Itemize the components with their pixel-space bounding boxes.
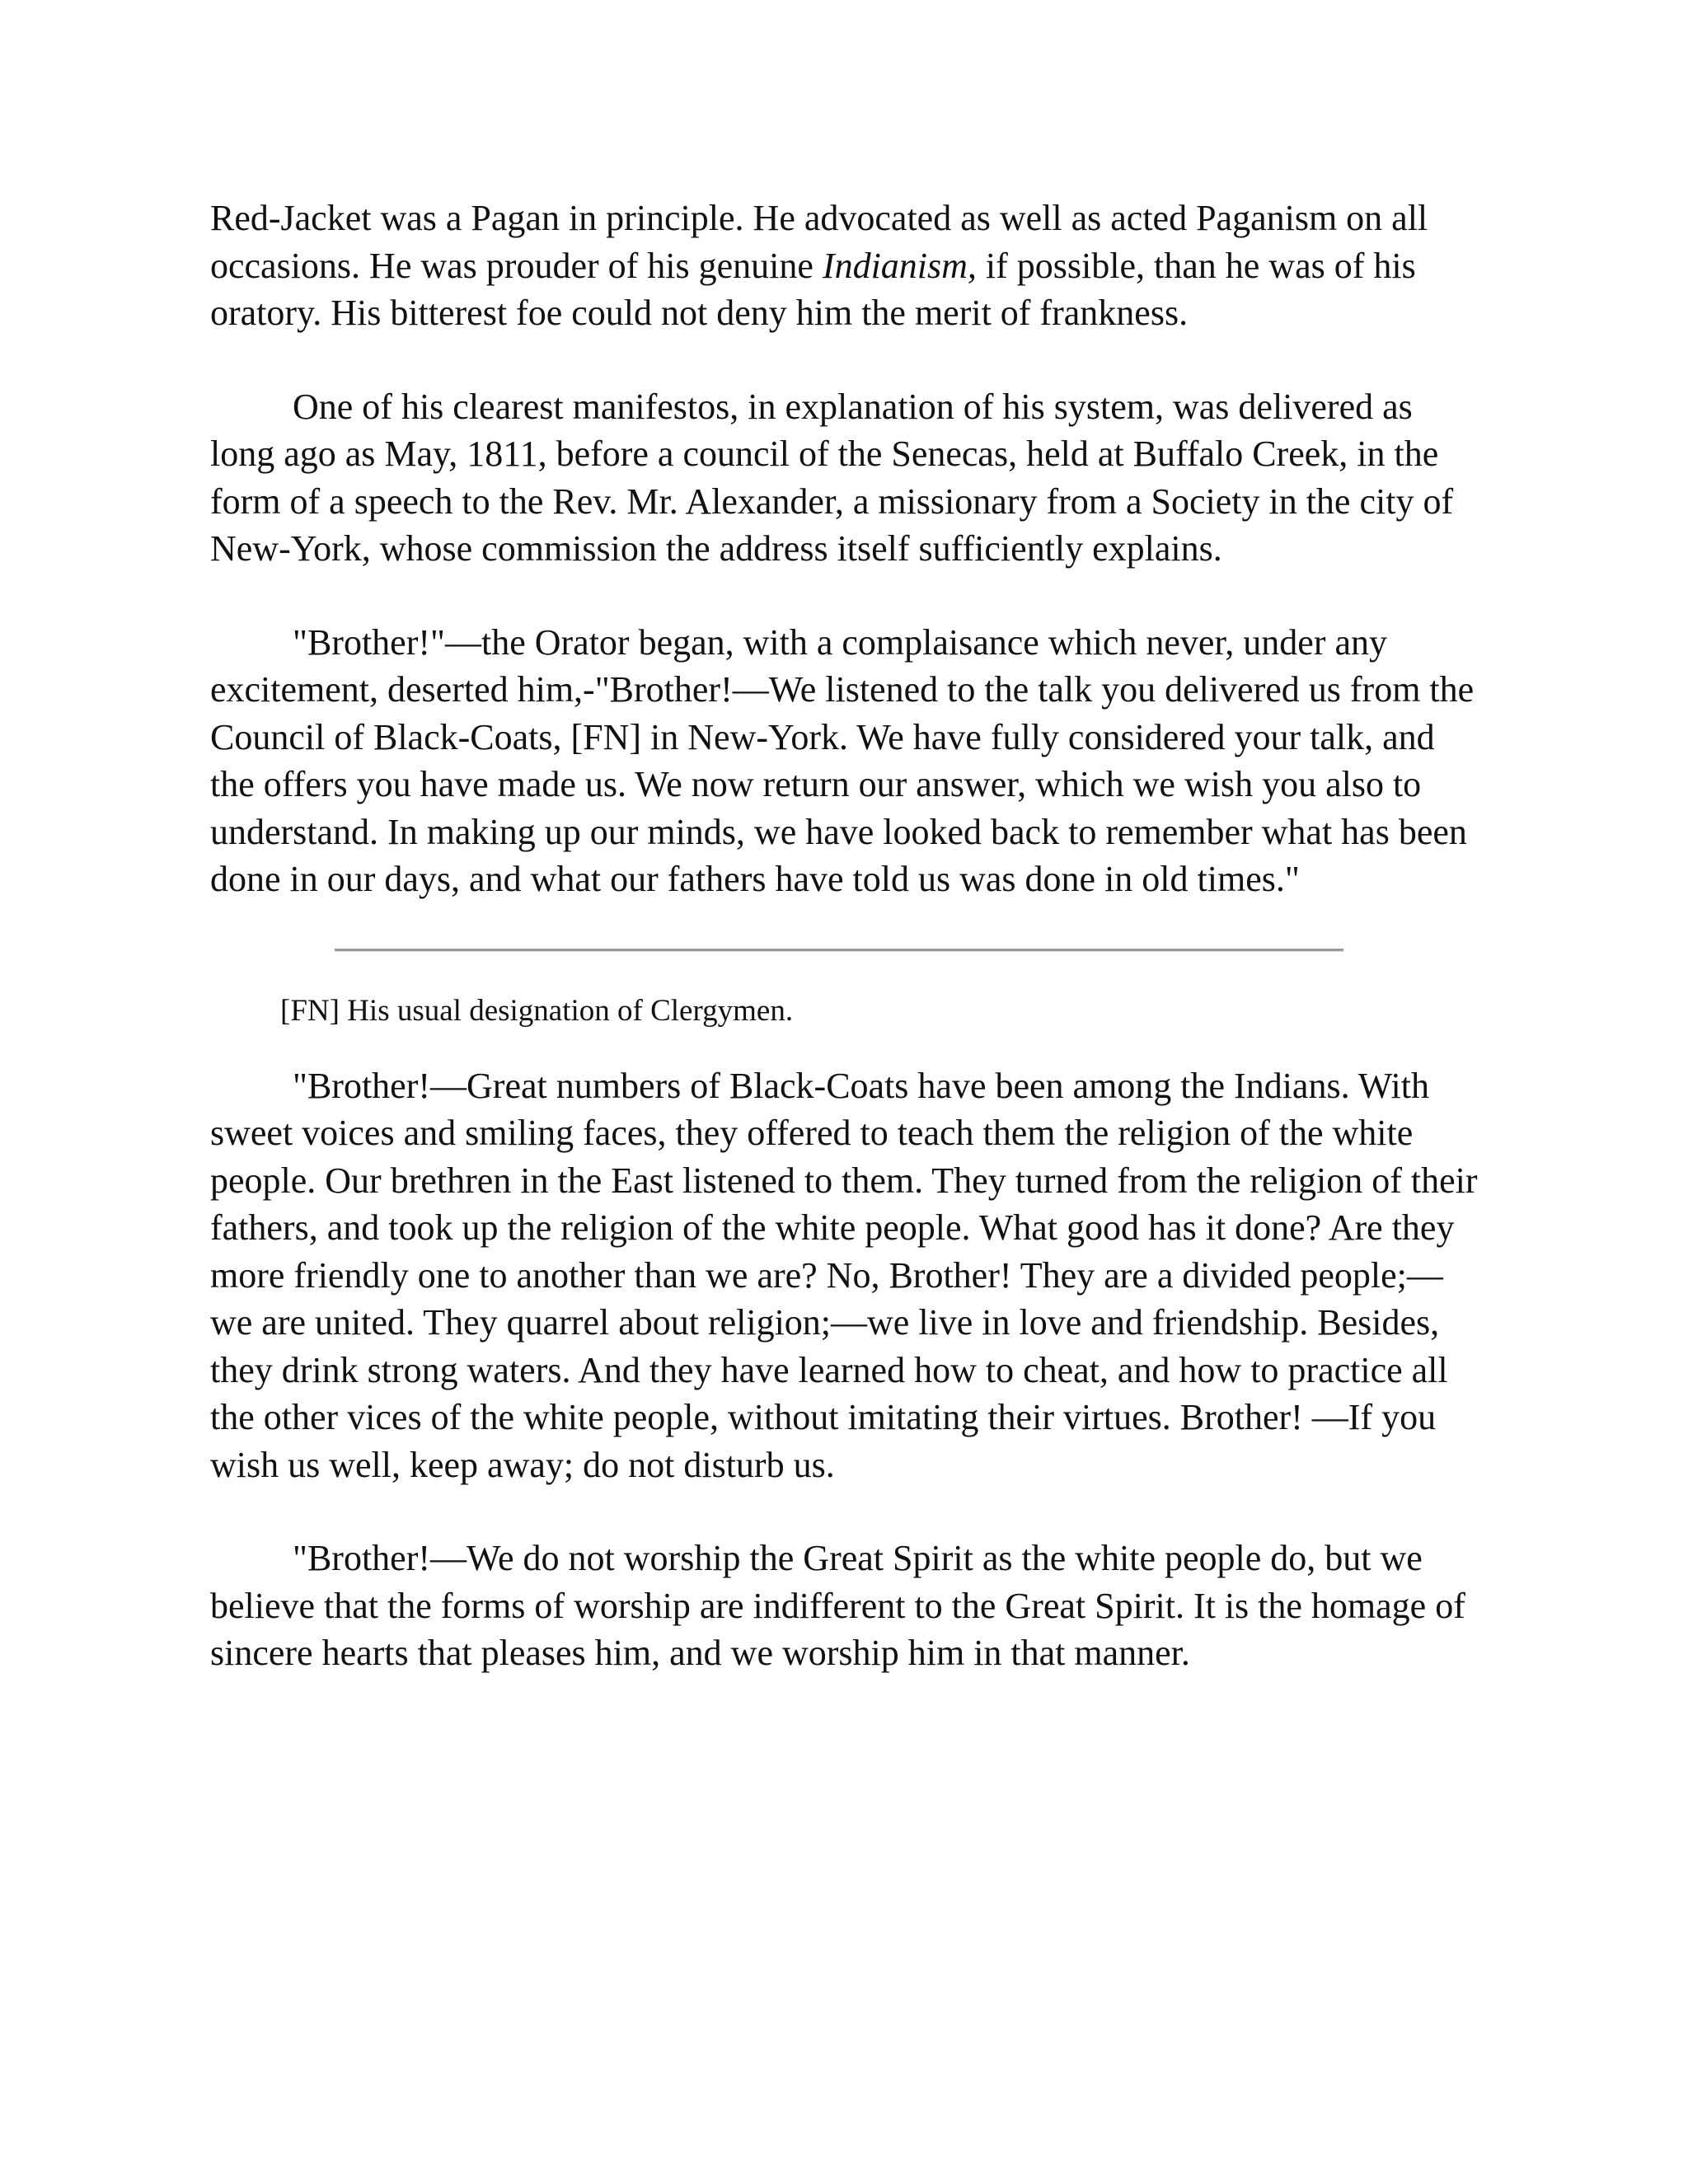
paragraph-1-emphasis: Indianism, <box>822 245 977 286</box>
paragraph-5: "Brother!—We do not worship the Great Spirit as the white people do, but we believe that the forms of worship are indifferent to the Great Spirit. It is the homage of sincere hearts that pleases him, and we worship him in that manner. <box>210 1538 1465 1673</box>
paragraph-4: "Brother!—Great numbers of Black-Coats have been among the Indians. With sweet voices and smiling faces, they offered to teach them the religion of the white people. Our brethren in the East listened to them. They turned from the religion of their fathers, and took up the religion of the white people. What good has it done? Are they more friendly one to another than we are? No, Brother! They are a divided people;—we are united. They quarrel about religion;—we live in love and friendship. Besides, they drink strong waters. And they have learned how to cheat, and how to practice all the other vices of the white people, without imitating their virtues. Brother! —If you wish us well, keep away; do not disturb us. <box>210 1065 1478 1485</box>
paragraph-1-text-b: if possible, than he was of his oratory. His bitterest foe could not deny him the merit of frankness. <box>210 245 1416 333</box>
paragraph-3: "Brother!"—the Orator began, with a complaisance which never, under any excitement, deserted him,-"Brother!—We listened to the talk you delivered us from the Council of Black-Coats, [FN] in New-York. We have fully considered your talk, and the offers you have made us. We now return our answer, which we wish you also to understand. In making up our minds, we have looked back to remember what has been done in our days, and what our fathers have told us was done in old times." <box>210 621 1475 899</box>
footnote: [FN] His usual designation of Clergymen. <box>280 993 794 1028</box>
paragraph-2: One of his clearest manifestos, in explanation of his system, was delivered as long ago as May, 1811, before a council of the Senecas, held at Buffalo Creek, in the form of a speech to the Rev. Mr. Alexander, a missionary from a Society in the city of New-York, whose commission the address itself sufficiently explains. <box>210 386 1454 569</box>
paragraph-1 <box>210 194 1479 337</box>
document-page <box>210 194 1479 1677</box>
paragraph-1-text-a: Red-Jacket was a Pagan in principle. He advocated as well as acted Paganism on all occasions. He was prouder of his genuine <box>210 198 1428 286</box>
footnote-divider <box>335 949 1343 952</box>
